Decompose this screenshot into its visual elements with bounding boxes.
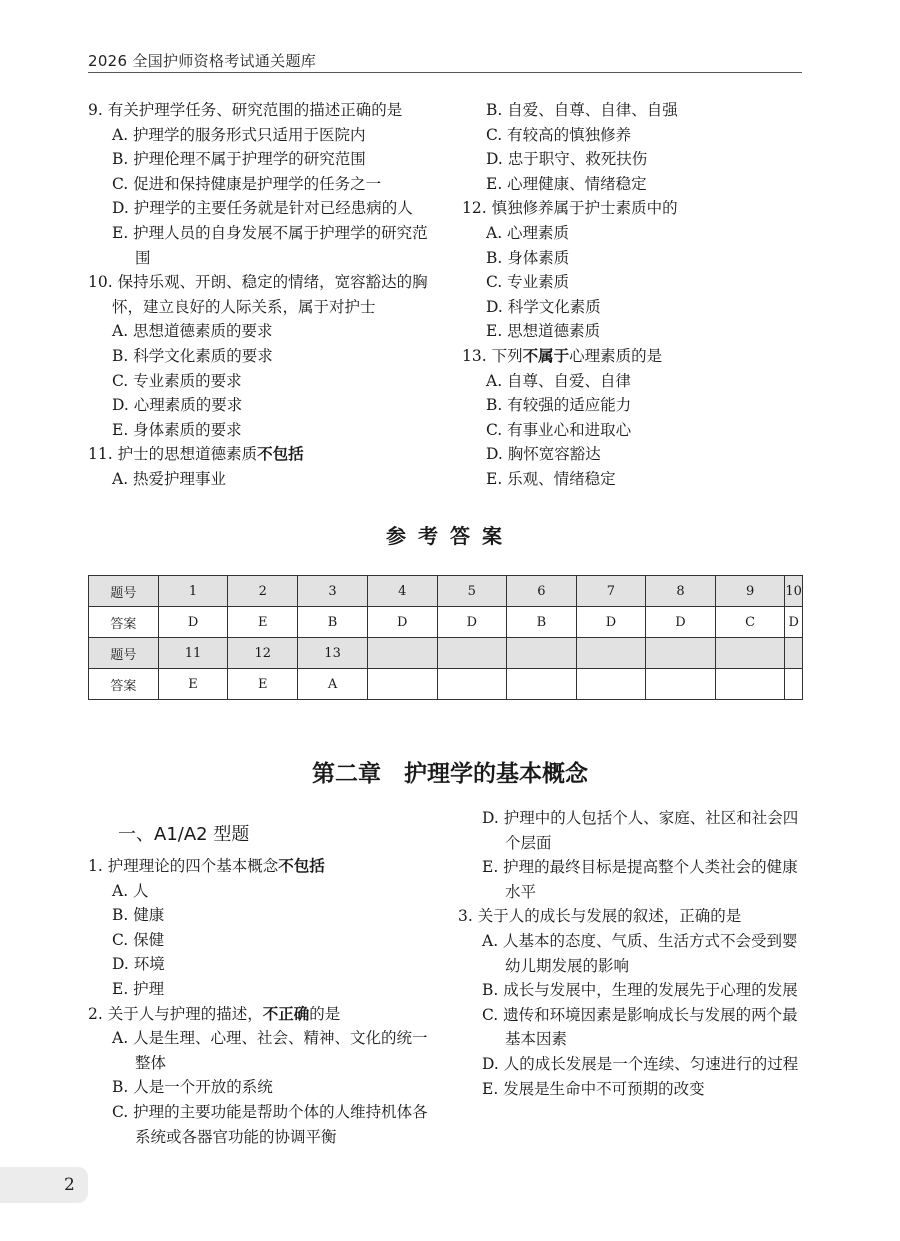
question-1-stem [88, 854, 438, 879]
option: D. 环境 [112, 955, 165, 974]
option: A. 自尊、自爱、自律 [486, 371, 632, 390]
bottom-right-column [458, 806, 807, 1101]
option: A. 心理素质 [486, 223, 570, 242]
row-label: 题号 [89, 576, 159, 607]
table-cell [715, 638, 785, 669]
option: E. 护理 [112, 979, 165, 998]
book-title: 2026 全国护师资格考试通关题库 [88, 52, 317, 70]
table-cell [507, 669, 577, 700]
table-cell: 3 [298, 576, 368, 607]
answer-table [88, 575, 803, 700]
question-13-stem [462, 344, 807, 369]
option: C. 专业素质 [486, 273, 570, 292]
table-cell [646, 638, 716, 669]
table-cell: D [158, 607, 228, 638]
option: B. 科学文化素质的要求 [112, 346, 273, 365]
option: D. 护理中的人包括个人、家庭、社区和社会四个层面 [482, 809, 799, 852]
table-cell [785, 669, 803, 700]
table-cell: D [576, 607, 646, 638]
stem-text: 2. 关于人与护理的描述， [88, 1004, 263, 1023]
option: E. 心理健康、情绪稳定 [486, 174, 647, 193]
table-cell: A [298, 669, 368, 700]
bottom-left-column [88, 854, 438, 1149]
row-label: 题号 [89, 638, 159, 669]
emphasis-text: 不属于 [522, 345, 570, 365]
table-cell: D [367, 607, 437, 638]
option: D. 心理素质的要求 [112, 396, 243, 415]
table-cell: 6 [507, 576, 577, 607]
table-row [89, 607, 803, 638]
table-cell: D [785, 607, 803, 638]
option: C. 促进和保持健康是护理学的任务之一 [112, 174, 382, 193]
table-cell: B [507, 607, 577, 638]
question-12-stem: 12. 慎独修养属于护士素质中的 [462, 199, 678, 218]
option: B. 护理伦理不属于护理学的研究范围 [112, 150, 366, 169]
option: B. 成长与发展中，生理的发展先于心理的发展 [482, 981, 798, 1000]
stem-text: 1. 护理理论的四个基本概念 [88, 857, 279, 875]
table-cell: 7 [576, 576, 646, 607]
table-cell [437, 638, 507, 669]
table-cell: 12 [228, 638, 298, 669]
option: E. 乐观、情绪稳定 [486, 469, 616, 488]
question-9-stem: 9. 有关护理学任务、研究范围的描述正确的是 [88, 101, 403, 119]
option: C. 护理的主要功能是帮助个体的人维持机体各系统或各器官功能的协调平衡 [112, 1102, 428, 1146]
question-11-stem [88, 442, 438, 467]
top-left-column [88, 98, 438, 492]
section-title: 一、A1/A2 型题 [118, 824, 250, 845]
row-label: 答案 [89, 607, 159, 638]
table-cell [367, 638, 437, 669]
table-cell [437, 669, 507, 700]
stem-text: 13. 下列 [462, 346, 523, 365]
option: D. 忠于职守、救死扶伤 [486, 150, 648, 169]
table-cell: 10 [785, 576, 803, 607]
table-cell [785, 638, 803, 669]
option: E. 发展是生命中不可预期的改变 [482, 1079, 705, 1098]
chapter-title: 第二章 护理学的基本概念 [312, 761, 588, 787]
option: D. 护理学的主要任务就是针对已经患病的人 [112, 199, 413, 218]
option: B. 人是一个开放的系统 [112, 1078, 273, 1097]
option: E. 思想道德素质 [486, 322, 601, 341]
option: A. 护理学的服务形式只适用于医院内 [112, 125, 366, 144]
table-cell: D [646, 607, 716, 638]
question-3-stem: 3. 关于人的成长与发展的叙述，正确的是 [458, 907, 742, 926]
table-cell: E [158, 669, 228, 700]
table-cell: 4 [367, 576, 437, 607]
table-cell: E [228, 607, 298, 638]
option: C. 有较高的慎独修养 [486, 125, 632, 144]
option: B. 自爱、自尊、自律、自强 [486, 101, 678, 119]
table-cell [576, 638, 646, 669]
question-2-stem [88, 1002, 438, 1027]
option: D. 人的成长发展是一个连续、匀速进行的过程 [482, 1054, 799, 1073]
top-right-column [462, 98, 807, 492]
page-number-tab [0, 1167, 88, 1203]
emphasis-text: 不正确 [262, 1003, 310, 1023]
stem-text: 的是 [309, 1004, 341, 1023]
table-cell: 8 [646, 576, 716, 607]
table-cell: C [715, 607, 785, 638]
table-cell [715, 669, 785, 700]
table-row [89, 669, 803, 700]
option: B. 健康 [112, 906, 165, 925]
table-cell [507, 638, 577, 669]
table-cell [367, 669, 437, 700]
question-10-stem: 10. 保持乐观、开朗、稳定的情绪，宽容豁达的胸怀，建立良好的人际关系，属于对护士 [88, 273, 428, 316]
option: D. 科学文化素质 [486, 297, 601, 316]
emphasis-text: 不包括 [257, 444, 304, 464]
option: A. 思想道德素质的要求 [112, 322, 273, 341]
option: C. 遗传和环境因素是影响成长与发展的两个最基本因素 [482, 1005, 798, 1049]
table-cell: E [228, 669, 298, 700]
option: A. 人是生理、心理、社会、精神、文化的统一整体 [112, 1029, 428, 1072]
option: C. 有事业心和进取心 [486, 420, 632, 439]
running-header [88, 42, 802, 73]
option: C. 专业素质的要求 [112, 371, 242, 390]
option: A. 热爱护理事业 [112, 469, 227, 488]
page-number: 2 [64, 1175, 75, 1195]
option: A. 人 [112, 881, 149, 900]
table-cell [576, 669, 646, 700]
table-cell: 9 [715, 576, 785, 607]
table-cell: 11 [158, 638, 228, 669]
row-label: 答案 [89, 669, 159, 700]
answer-key-title: 参考答案 [386, 524, 514, 548]
table-cell: 2 [228, 576, 298, 607]
stem-text: 心理素质的是 [569, 346, 663, 365]
option: D. 胸怀宽容豁达 [486, 445, 601, 464]
table-cell [646, 669, 716, 700]
option: E. 护理人员的自身发展不属于护理学的研究范围 [112, 223, 428, 267]
option: C. 保健 [112, 930, 165, 949]
table-row [89, 576, 803, 607]
table-cell: 1 [158, 576, 228, 607]
option: E. 身体素质的要求 [112, 420, 242, 439]
stem-text: 11. 护士的思想道德素质 [88, 445, 258, 464]
option: B. 身体素质 [486, 248, 570, 267]
table-row [89, 638, 803, 669]
emphasis-text: 不包括 [278, 856, 325, 875]
table-cell: 5 [437, 576, 507, 607]
option: A. 人基本的态度、气质、生活方式不会受到婴幼儿期发展的影响 [482, 931, 798, 975]
table-cell: B [298, 607, 368, 638]
option: E. 护理的最终目标是提高整个人类社会的健康水平 [482, 858, 798, 901]
option: B. 有较强的适应能力 [486, 396, 632, 415]
table-cell: 13 [298, 638, 368, 669]
table-cell: D [437, 607, 507, 638]
